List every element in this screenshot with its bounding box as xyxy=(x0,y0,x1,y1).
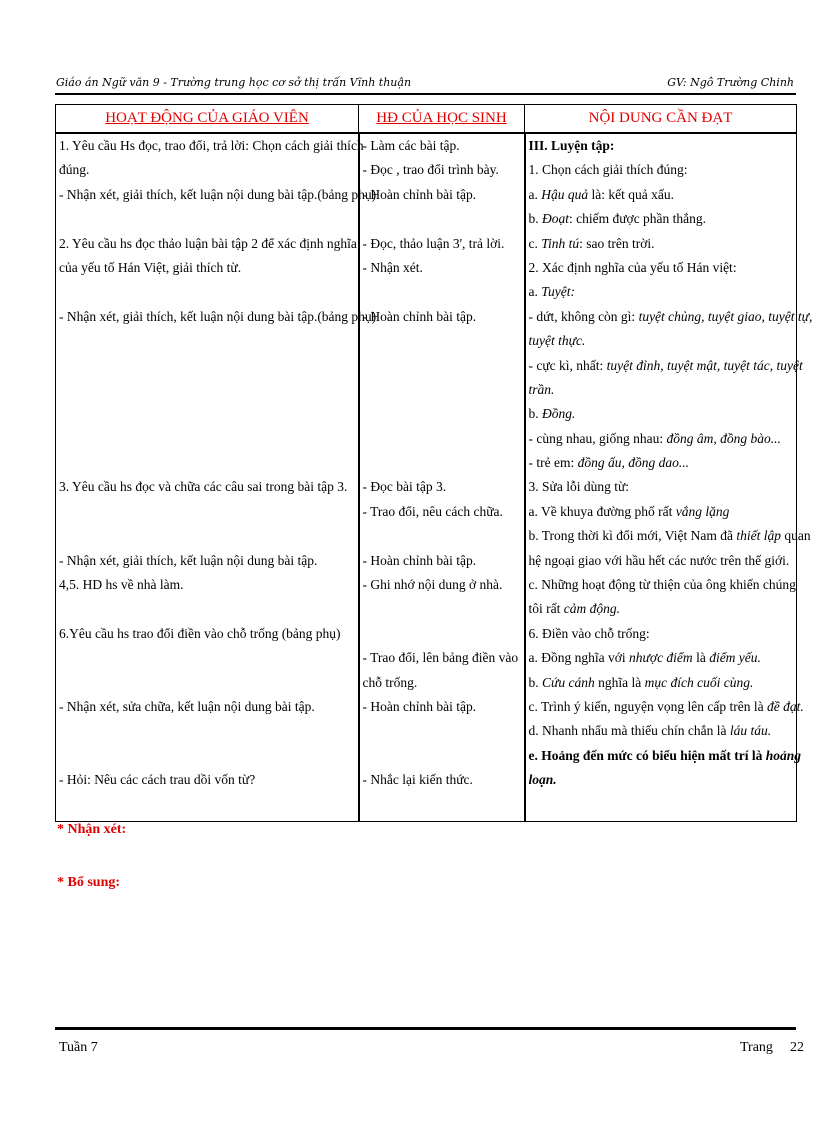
content-segment: a. xyxy=(528,284,542,300)
student-column xyxy=(359,133,525,817)
footer-week: Tuần 7 xyxy=(59,1040,98,1055)
student-line: - Hoàn chỉnh bài tập. xyxy=(362,186,477,202)
supplement-note: * Bổ sung: xyxy=(57,875,121,890)
content-segment: c. xyxy=(528,235,542,251)
content-segment: 3. Sửa lỗi dùng từ: xyxy=(528,479,630,495)
content-segment: : chiếm được phần thắng. xyxy=(569,211,707,227)
teacher-line xyxy=(59,524,355,548)
col-content-header: NỘI DUNG CẦN ĐẠT xyxy=(525,105,797,134)
content-segment: tôi rất xyxy=(528,601,564,617)
content-segment: quan xyxy=(780,528,811,544)
content-segment: c. Trình ý kiến, nguyện vọng lên cấp trên là xyxy=(528,698,767,714)
content-segment: thiết lập xyxy=(736,528,781,544)
content-line xyxy=(528,695,804,719)
content-segment: Đồng. xyxy=(542,406,576,422)
teacher-line: - Hỏi: Nêu các cách trau dồi vốn từ? xyxy=(59,772,256,788)
student-line xyxy=(363,744,521,768)
student-line: - Hoàn chỉnh bài tập. xyxy=(362,308,477,324)
content-line xyxy=(529,158,794,182)
teacher-line: 4,5. HD hs về nhà làm. xyxy=(59,577,184,593)
content-line xyxy=(529,549,794,573)
page-header xyxy=(56,76,794,92)
content-segment: cảm động. xyxy=(563,601,620,617)
student-line xyxy=(363,207,521,231)
teacher-line xyxy=(59,500,355,524)
student-line xyxy=(363,354,521,378)
content-segment: a. xyxy=(528,186,542,202)
student-line xyxy=(363,524,521,548)
content-segment: III. Luyện tập: xyxy=(528,138,615,153)
content-line xyxy=(529,134,794,158)
student-line xyxy=(363,378,521,402)
content-segment: đề đạt. xyxy=(766,698,804,714)
content-segment: là xyxy=(692,650,710,666)
header-rule xyxy=(55,93,796,95)
teacher-line: - Nhận xét, giải thích, kết luận nội dung bài tập.(bảng phụ) xyxy=(59,186,377,202)
content-line xyxy=(529,597,794,621)
content-segment: : sao trên trời. xyxy=(579,235,655,251)
teacher-line xyxy=(59,671,355,695)
teacher-line xyxy=(59,207,355,231)
footer-rule xyxy=(55,1027,796,1030)
teacher-line xyxy=(59,451,355,475)
content-segment: Tuyệt: xyxy=(541,284,575,300)
content-segment: c. Những hoạt động từ thiện của ông khiến chúng xyxy=(528,577,796,593)
content-line xyxy=(529,500,794,524)
content-segment: - trẻ em: xyxy=(528,455,578,471)
teacher-line: 2. Yêu cầu hs đọc thảo luận bài tập 2 để xác định nghĩa xyxy=(59,235,357,251)
content-segment: tuyệt thực. xyxy=(528,333,586,349)
footer-page-number: 22 xyxy=(790,1040,804,1055)
student-line xyxy=(363,719,521,743)
content-line xyxy=(529,378,794,402)
table-bottom xyxy=(56,817,359,822)
content-segment: điểm yếu. xyxy=(709,650,761,666)
teacher-line xyxy=(59,378,355,402)
content-segment: hệ ngoại giao với hầu hết các nước trên thế giới. xyxy=(528,552,790,568)
teacher-line: đúng. xyxy=(59,162,90,178)
teacher-line xyxy=(59,793,355,817)
content-line xyxy=(528,305,813,329)
content-segment: vắng lặng xyxy=(675,503,730,519)
content-segment: b. xyxy=(528,674,542,690)
teacher-line xyxy=(59,719,355,743)
student-line: - Trao đổi, lên bảng điền vào xyxy=(362,650,519,666)
student-line xyxy=(363,597,521,621)
content-segment: là: kết quả xấu. xyxy=(588,186,674,202)
student-line: - Nhận xét. xyxy=(362,259,423,275)
content-line xyxy=(528,524,811,548)
student-line xyxy=(363,402,521,426)
student-line: - Đọc , trao đổi trình bày. xyxy=(362,162,499,178)
teacher-line xyxy=(59,597,355,621)
teacher-line: 3. Yêu cầu hs đọc và chữa các câu sai trong bài tập 3. xyxy=(59,479,348,495)
student-line xyxy=(363,451,521,475)
student-line: - Hoàn chỉnh bài tập. xyxy=(362,552,477,568)
content-segment: a. Về khuya đường phố rất xyxy=(528,503,676,519)
student-line xyxy=(363,280,521,304)
teacher-line: - Nhận xét, sửa chữa, kết luận nội dung bài tập. xyxy=(59,698,315,714)
content-segment: Hậu quả xyxy=(541,186,589,202)
teacher-line xyxy=(59,744,355,768)
content-segment: loạn. xyxy=(528,772,557,788)
header-left: Giáo án Ngữ văn 9 - Trường trung học cơ sở thị trấn Vĩnh thuận xyxy=(56,76,412,89)
content-line xyxy=(529,256,794,280)
content-line xyxy=(529,280,794,304)
content-line xyxy=(529,183,794,207)
content-segment: 2. Xác định nghĩa của yếu tố Hán việt: xyxy=(528,259,737,275)
teacher-line: - Nhận xét, giải thích, kết luận nội dung bài tập. xyxy=(59,552,318,568)
content-segment: đồng ấu, đồng dao... xyxy=(577,455,689,471)
content-line xyxy=(529,402,794,426)
content-line xyxy=(528,354,803,378)
student-line: - Làm các bài tập. xyxy=(362,138,460,153)
student-line xyxy=(363,427,521,451)
content-segment: 6. Điền vào chỗ trống: xyxy=(528,625,650,641)
table-bottom xyxy=(359,817,525,822)
content-line xyxy=(529,232,794,256)
student-line: - Hoàn chỉnh bài tập. xyxy=(362,698,477,714)
footer-page-label: Trang xyxy=(740,1040,773,1055)
content-line xyxy=(529,475,794,499)
student-line: - Đọc bài tập 3. xyxy=(362,479,447,495)
teacher-column xyxy=(56,133,377,817)
teacher-line: của yếu tố Hán Việt, giải thích từ. xyxy=(59,259,242,275)
content-segment: - cực kì, nhất: xyxy=(528,357,607,373)
table-bottom xyxy=(525,817,797,822)
content-segment: tuyệt chủng, tuyệt giao, tuyệt tự, xyxy=(638,308,813,324)
student-line xyxy=(363,622,521,646)
teacher-line xyxy=(59,402,355,426)
content-segment: 1. Chọn cách giải thích đúng: xyxy=(528,162,688,178)
content-segment: b. xyxy=(528,211,542,227)
content-line xyxy=(529,451,794,475)
student-line xyxy=(363,793,521,817)
teacher-line: 1. Yêu cầu Hs đọc, trao đổi, trả lời: Chọn cách giải thích xyxy=(59,138,364,153)
content-segment: trần. xyxy=(528,381,555,397)
content-line xyxy=(529,768,794,792)
col-student-header: HĐ CỦA HỌC SINH xyxy=(359,105,525,134)
content-segment: Tinh tú xyxy=(541,235,580,251)
teacher-line xyxy=(59,646,355,670)
content-column xyxy=(525,133,813,817)
lesson-table xyxy=(55,104,813,822)
remark-note: * Nhận xét: xyxy=(57,822,127,837)
student-line: - Trao đổi, nêu cách chữa. xyxy=(362,503,503,519)
content-segment: Cứu cánh xyxy=(542,674,595,690)
teacher-line xyxy=(59,354,355,378)
content-segment: nhược điểm xyxy=(629,650,693,666)
teacher-line: - Nhận xét, giải thích, kết luận nội dung bài tập.(bảng phụ) xyxy=(59,308,377,324)
content-segment: a. Đồng nghĩa với xyxy=(528,650,629,666)
content-line xyxy=(529,427,794,451)
content-segment: d. Nhanh nhẩu mà thiếu chín chắn là xyxy=(528,723,730,739)
teacher-line xyxy=(59,427,355,451)
student-line: - Nhắc lại kiến thức. xyxy=(362,772,473,788)
student-line xyxy=(363,329,521,353)
content-line xyxy=(529,329,794,353)
content-segment: b. xyxy=(528,406,542,422)
student-line: - Đọc, thảo luận 3', trả lời. xyxy=(362,235,505,251)
content-segment: láu táu. xyxy=(729,723,772,739)
content-line xyxy=(528,744,801,768)
content-segment: mục đích cuối cùng. xyxy=(644,674,754,690)
student-line: - Ghi nhớ nội dung ở nhà. xyxy=(362,577,503,593)
content-segment: nghĩa là xyxy=(594,674,645,690)
content-segment: đồng âm, đồng bào... xyxy=(666,430,781,446)
content-segment: - cùng nhau, giống nhau: xyxy=(528,430,667,446)
content-segment: b. Trong thời kì đổi mới, Việt Nam đã xyxy=(528,528,737,544)
content-segment: - dứt, không còn gì: xyxy=(528,308,639,324)
content-line xyxy=(529,646,794,670)
content-line xyxy=(529,719,794,743)
content-line xyxy=(529,207,794,231)
teacher-line xyxy=(59,329,355,353)
content-line xyxy=(529,671,794,695)
content-segment: hoảng xyxy=(765,747,801,763)
content-segment: tuyệt đỉnh, tuyệt mật, tuyệt tác, tuyệt xyxy=(606,357,803,373)
content-segment: e. Hoảng đến mức có biểu hiện mất trí là xyxy=(528,747,766,763)
student-line: chỗ trống. xyxy=(362,674,418,690)
teacher-line: 6.Yêu cầu hs trao đổi điền vào chỗ trống (bảng phụ) xyxy=(59,625,341,641)
header-right: GV: Ngô Trường Chinh xyxy=(667,76,794,89)
content-segment: Đoạt xyxy=(542,211,569,227)
teacher-line xyxy=(59,280,355,304)
content-line xyxy=(529,622,794,646)
content-line xyxy=(529,573,794,597)
col-teacher-header: HOẠT ĐỘNG CỦA GIÁO VIÊN xyxy=(56,105,359,134)
